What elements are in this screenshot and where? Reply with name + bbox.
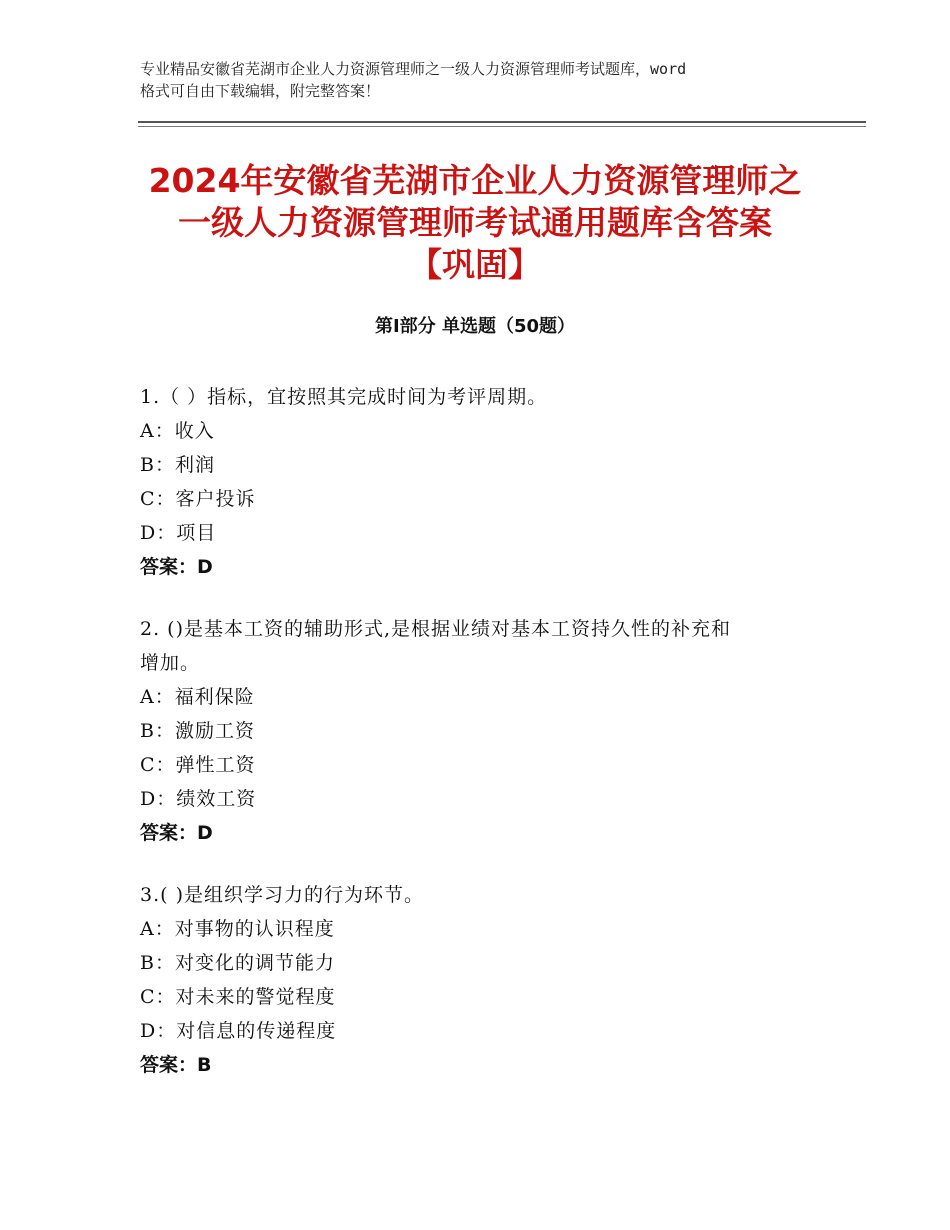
question-item (140, 380, 830, 584)
document-title-line-3: 【巩固】 (409, 245, 541, 284)
question-list (140, 380, 830, 1110)
question-stem: 2. ()是基本工资的辅助形式,是根据业绩对基本工资持久性的补充和 (140, 618, 732, 640)
answer-option: A：福利保险 (140, 686, 255, 708)
question-item (140, 878, 830, 1082)
answer-option: D：项目 (140, 522, 217, 544)
answer-key: 答案：D (140, 822, 213, 844)
document-title (120, 160, 830, 286)
answer-option: D：绩效工资 (140, 788, 257, 810)
header-divider-thin (138, 126, 866, 127)
answer-key: 答案：D (140, 556, 213, 578)
answer-option: B：对变化的调节能力 (140, 952, 335, 974)
answer-option: B：利润 (140, 454, 215, 476)
answer-option: B：激励工资 (140, 720, 255, 742)
document-title-line-2: 一级人力资源管理师考试通用题库含答案 (178, 203, 772, 242)
answer-option: D：对信息的传递程度 (140, 1020, 337, 1042)
answer-option: A：对事物的认识程度 (140, 918, 335, 940)
answer-option: C：弹性工资 (140, 754, 256, 776)
question-stem: 3.( )是组织学习力的行为环节。 (140, 884, 424, 906)
question-stem: 1.（ ）指标，宜按照其完成时间为考评周期。 (140, 386, 548, 408)
document-title-line-1: 2024年安徽省芜湖市企业人力资源管理师之 (148, 161, 802, 200)
question-item (140, 612, 830, 850)
answer-key: 答案：B (140, 1054, 212, 1076)
answer-option: C：客户投诉 (140, 488, 256, 510)
answer-option: C：对未来的警觉程度 (140, 986, 336, 1008)
answer-option: A：收入 (140, 420, 215, 442)
header-note-line-1: 专业精品安徽省芜湖市企业人力资源管理师之一级人力资源管理师考试题库，word (140, 60, 687, 78)
header-divider-thick (138, 121, 866, 123)
header-note-line-2: 格式可自由下载编辑，附完整答案！ (140, 82, 381, 100)
header-note (140, 58, 830, 102)
question-stem: 增加。 (140, 652, 201, 674)
section-heading: 第Ⅰ部分 单选题（50题） (374, 316, 575, 337)
